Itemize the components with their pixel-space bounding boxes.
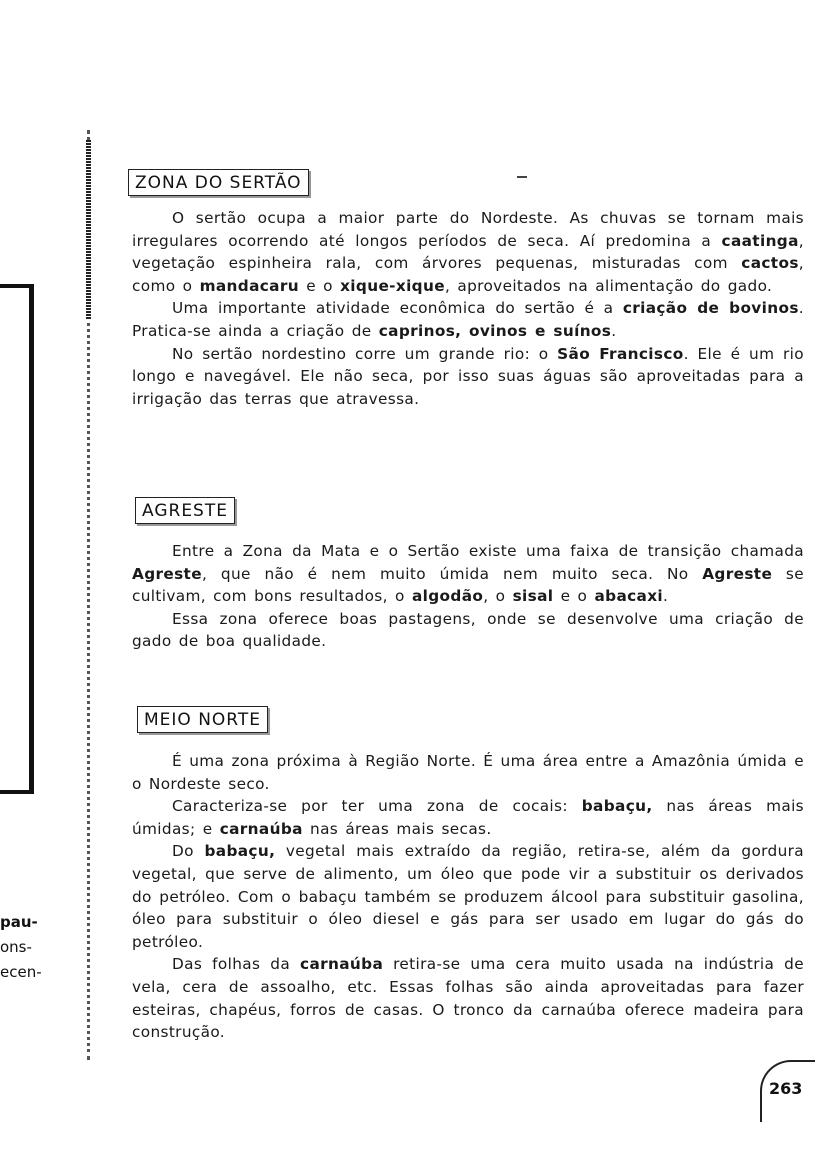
bold-term: algodão [411,587,484,606]
text-run: nas áreas mais úmidas; e [132,797,805,838]
bold-term: caatinga [721,231,799,250]
facing-page-fragment: ecen- [0,963,42,981]
bold-term: carnaúba [219,819,303,838]
facing-page-fragment: ons- [0,938,32,956]
text-run: Do [172,842,205,861]
bold-term: criação de bovinos [622,299,799,318]
paragraph [132,297,804,342]
section-heading-sertao: ZONA DO SERTÃO [128,169,309,196]
paragraph [132,840,804,953]
text-run: , vegetação espinheira rala, com árvores pequenas, misturadas com [132,231,804,273]
text-run: No sertão nordestino corre um grande rio: o [172,344,558,363]
text-run: , aproveitados na alimentação do gado. [444,276,773,295]
paragraph [132,750,804,795]
page-number-badge [760,1060,814,1114]
facing-page-bracket [0,284,34,794]
text-run: . Pratica-se ainda a criação de [132,299,804,340]
bold-term: babaçu, [581,797,653,816]
bold-term: caprinos, ovinos e suínos [378,321,612,340]
binding-gutter-dark [86,140,91,320]
text-run: Das folhas da [172,955,301,974]
section-body-sertao [132,207,804,410]
text-run: , como o [132,254,804,295]
bold-term: Agreste [132,564,202,583]
text-run: Caracteriza-se por ter uma zona de cocais: [172,797,582,816]
text-run: e o [553,587,595,606]
text-run: Entre a Zona da Mata e o Sertão existe uma faixa de transição chamada [172,542,804,560]
bold-term: xique-xique [340,276,445,295]
text-run: e o [298,276,341,295]
text-run: , o [483,587,513,606]
bold-term: carnaúba [300,955,384,974]
bold-term: sisal [512,587,554,606]
text-run: O sertão ocupa a maior parte do Nordeste. As chuvas se tornam mais irregulares ocorrendo até longos períodos de seca. Aí predomina a [132,209,804,250]
text-run: Essa zona oferece boas pastagens, onde se desenvolve uma criação de gado de boa qualidade. [132,609,804,651]
bold-term: abacaxi [594,587,664,606]
text-run: nas áreas mais secas. [302,819,492,838]
text-run: . Ele é um rio longo e navegável. Ele não seca, por isso suas águas são aproveitadas para a irrigação das terras que atravessa. [132,344,804,408]
section-heading-meio-norte: MEIO NORTE [137,706,268,733]
paragraph [132,540,804,608]
bold-term: Agreste [702,564,773,583]
paragraph [132,795,804,840]
paragraph [132,953,804,1043]
bold-term: São Francisco [557,344,684,363]
text-run: . [611,321,617,340]
bold-term: cactos [741,254,799,273]
text-run: retira-se uma cera muito usada na indústria de vela, cera de assoalho, etc. Essas folhas são ainda aproveitadas para fazer esteiras, chapéus, forros de casas. O tronco da carnaúba oferece madeira para construção. [132,955,804,1042]
text-run: se cultivam, com bons resultados, o [132,564,804,606]
bold-term: mandacaru [199,276,299,295]
section-body-agreste [132,540,804,653]
paragraph [132,608,804,653]
facing-page-fragment: pau- [0,913,38,931]
section-heading-agreste: AGRESTE [135,497,235,524]
text-run: . [663,587,669,606]
stray-mark [517,176,527,178]
text-run: , que não é nem muito úmida nem muito seca. No [201,564,703,583]
paragraph [132,207,804,297]
paragraph [132,343,804,411]
text-run: vegetal mais extraído da região, retira-se, além da gordura vegetal, que serve de alimento, um óleo que pode vir a substituir os derivados do petróleo. Com o babaçu também se produzem álcool para substituir gasolina, óleo para substituir o óleo diesel e gás para ser usado em lugar do gás do petróleo. [132,842,804,951]
bold-term: babaçu, [204,842,276,861]
text-run: Uma importante atividade econômica do sertão é a [172,299,623,318]
section-body-meio-norte [132,750,804,1044]
text-run: É uma zona próxima à Região Norte. É uma área entre a Amazônia úmida e o Nordeste seco. [132,752,804,793]
page-number: 263 [769,1079,803,1098]
